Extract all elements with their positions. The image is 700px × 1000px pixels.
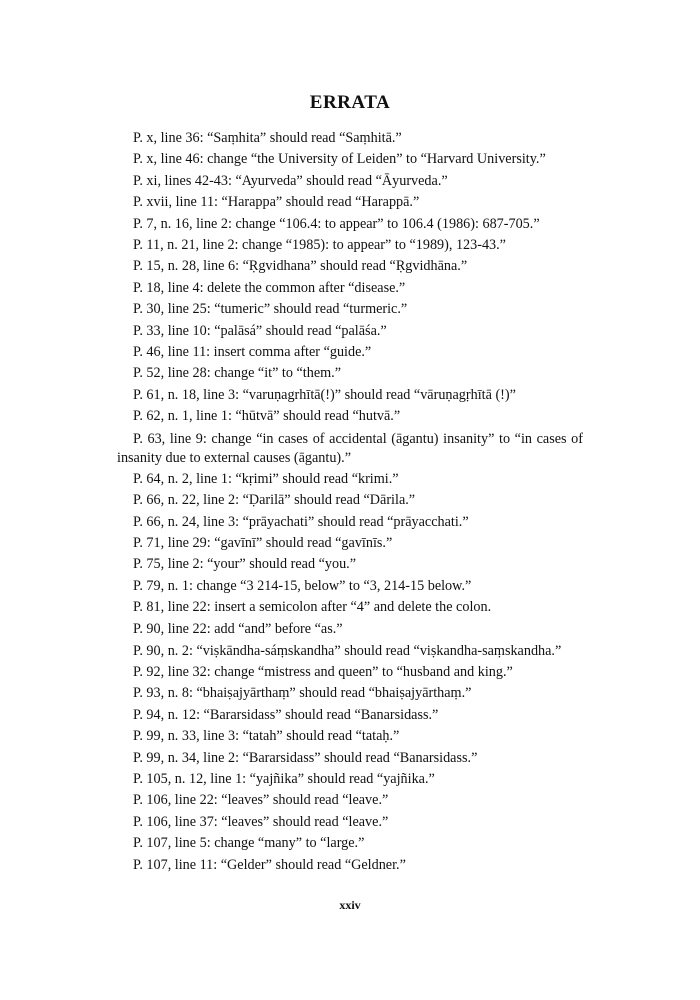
errata-entry: P. 66, n. 22, line 2: “Ḍarilā” should read “Dārila.”	[133, 492, 416, 509]
errata-entry: P. 71, line 29: “gavīnī” should read “gavīnīs.”	[133, 534, 393, 551]
errata-entry: P. 99, n. 33, line 3: “tatah” should read “tataḥ.”	[133, 728, 400, 745]
errata-entry: P. 94, n. 12: “Bararsidass” should read “Banarsidass.”	[133, 706, 439, 723]
errata-entry: P. 79, n. 1: change “3 214-15, below” to “3, 214-15 below.”	[133, 577, 472, 594]
page-number: xxiv	[339, 898, 361, 912]
errata-entry: P. 64, n. 2, line 1: “kṛimi” should read “krimi.”	[133, 470, 399, 487]
errata-entry: P. 92, line 32: change “mistress and queen” to “husband and king.”	[133, 663, 513, 680]
errata-entry: P. 62, n. 1, line 1: “hūtvā” should read “hutvā.”	[133, 408, 401, 425]
errata-entry: P. 15, n. 28, line 6: “Ṛgvidhana” should read “Ṛgvidhāna.”	[133, 258, 468, 275]
errata-entry: P. 63, line 9: change “in cases of accidental (āgantu) insanity” to “in cases of insanity due to external causes (āgantu).”	[117, 430, 583, 466]
errata-entry: P. 61, n. 18, line 3: “varuṇagrhītā(!)” should read “vāruṇagṛhītā (!)”	[133, 386, 516, 403]
errata-entry: P. 106, line 37: “leaves” should read “leave.”	[133, 813, 389, 830]
errata-entry: P. 105, n. 12, line 1: “yajñika” should read “yajñika.”	[133, 770, 435, 787]
errata-entry: P. 107, line 11: “Gelder” should read “Geldner.”	[133, 856, 406, 873]
errata-entry: P. 75, line 2: “your” should read “you.”	[133, 556, 357, 573]
errata-entry: P. 11, n. 21, line 2: change “1985): to appear” to “1989), 123-43.”	[133, 237, 506, 254]
page-title: ERRATA	[309, 92, 391, 113]
errata-entry: P. 107, line 5: change “many” to “large.”	[133, 835, 365, 852]
errata-entry: P. xvii, line 11: “Harappa” should read “Harappā.”	[133, 194, 420, 211]
errata-entry: P. 7, n. 16, line 2: change “106.4: to appear” to 106.4 (1986): 687-705.”	[133, 215, 540, 232]
errata-entry: P. 30, line 25: “tumeric” should read “turmeric.”	[133, 301, 408, 318]
errata-entry: P. 52, line 28: change “it” to “them.”	[133, 365, 342, 382]
errata-entry: P. 46, line 11: insert comma after “guide.”	[133, 344, 372, 361]
errata-entry: P. 81, line 22: insert a semicolon after “4” and delete the colon.	[133, 599, 492, 616]
errata-entry: P. 33, line 10: “palāsá” should read “palāśa.”	[133, 322, 387, 339]
errata-entry: P. 18, line 4: delete the common after “disease.”	[133, 279, 406, 296]
errata-entry: P. 106, line 22: “leaves” should read “leave.”	[133, 792, 389, 809]
errata-entry: P. xi, lines 42-43: “Ayurveda” should read “Āyurveda.”	[133, 172, 448, 189]
errata-entry: P. x, line 46: change “the University of Leiden” to “Harvard University.”	[133, 151, 546, 168]
errata-list	[117, 128, 583, 876]
errata-entry: P. 90, line 22: add “and” before “as.”	[133, 620, 343, 637]
errata-entry: P. 66, n. 24, line 3: “prāyachati” should read “prāyacchati.”	[133, 513, 469, 530]
errata-entry: P. x, line 36: “Saṃhita” should read “Saṃhitā.”	[133, 130, 402, 146]
errata-entry: P. 90, n. 2: “viṣkāndha-sáṃskandha” should read “viṣkandha-saṃskandha.”	[133, 642, 562, 659]
errata-entry: P. 93, n. 8: “bhaiṣajyārthaṃ” should read “bhaiṣajyārthaṃ.”	[133, 685, 472, 702]
errata-entry: P. 99, n. 34, line 2: “Bararsidass” should read “Banarsidass.”	[133, 749, 478, 766]
